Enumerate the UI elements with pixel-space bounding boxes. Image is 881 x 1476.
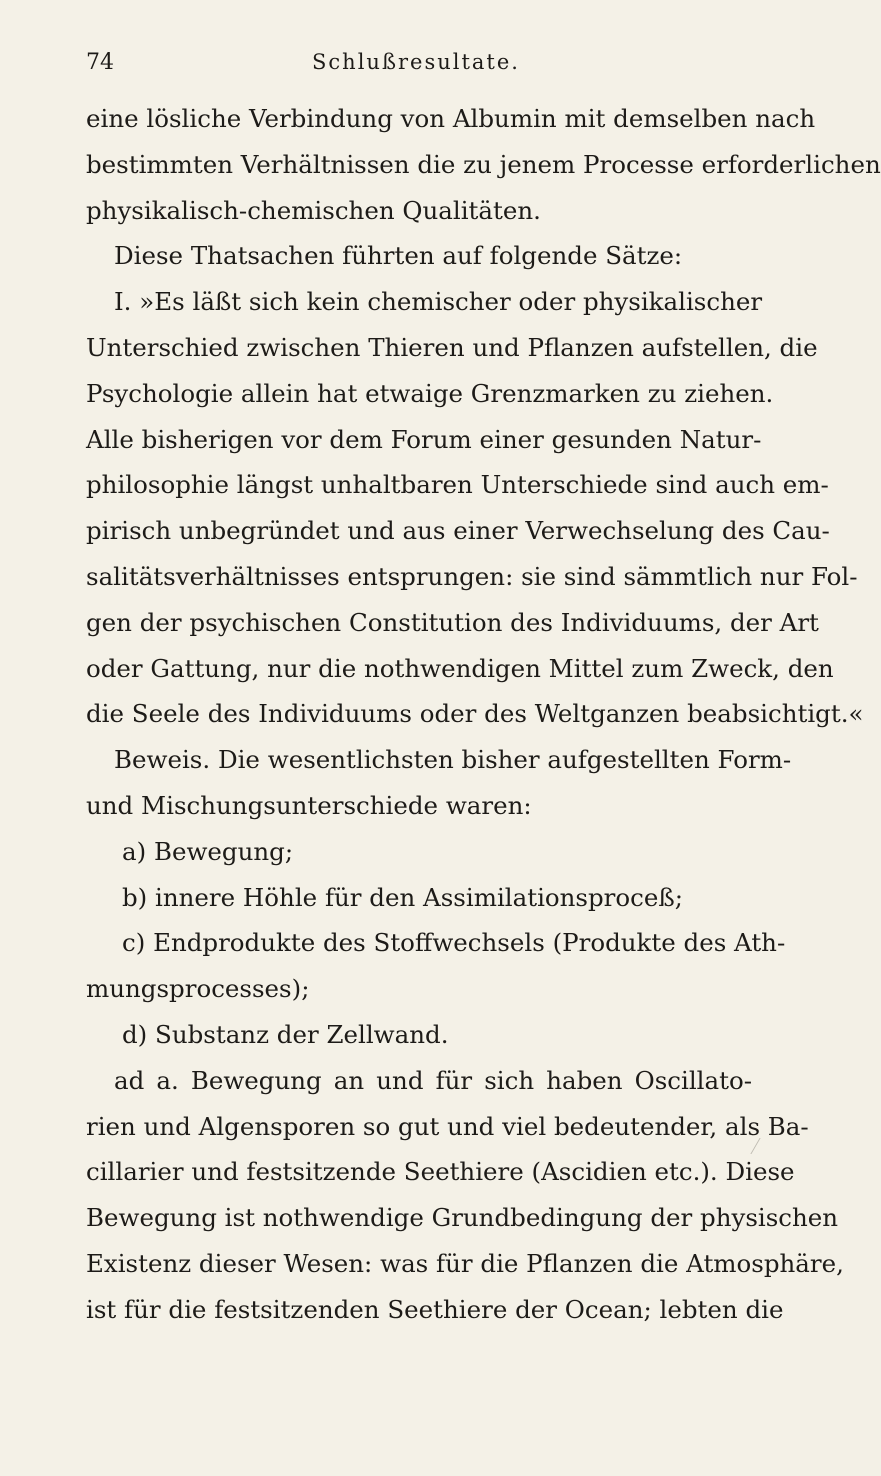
text-line: philosophie längst unhaltbaren Unterschiede sind auch em-	[86, 470, 829, 500]
text-line: cillarier und festsitzende Seethiere (Ascidien etc.). Diese	[86, 1157, 795, 1187]
page-header	[86, 50, 746, 78]
text-line: und Mischungsunterschiede waren:	[86, 790, 532, 820]
text-line: physikalisch-chemischen Qualitäten.	[86, 195, 541, 225]
text-line: Psychologie allein hat etwaige Grenzmarken zu ziehen.	[86, 378, 774, 408]
text-line: Unterschied zwischen Thieren und Pflanzen aufstellen, die	[86, 332, 818, 362]
page-number: 74	[86, 50, 114, 75]
text-line: eine lösliche Verbindung von Albumin mit demselben nach	[86, 104, 816, 133]
text-line: I. »Es läßt sich kein chemischer oder physikalischer	[114, 287, 763, 317]
text-line: die Seele des Individuums oder des Weltganzen beabsichtigt.«	[86, 699, 864, 729]
text-line: oder Gattung, nur die nothwendigen Mittel zum Zweck, den	[86, 653, 834, 683]
text-line: Diese Thatsachen führten auf folgende Sätze:	[114, 241, 683, 271]
text-line: mungsprocesses);	[86, 974, 310, 1004]
list-item: a) Bewegung;	[122, 836, 294, 866]
text-line: bestimmten Verhältnissen die zu jenem Processe erforderlichen	[86, 149, 881, 179]
running-head: Schlußresultate.	[312, 50, 520, 74]
list-item: d) Substanz der Zellwand.	[122, 1019, 449, 1049]
text-line: rien und Algensporen so gut und viel bedeutender, als Ba-	[86, 1111, 809, 1141]
text-line: Existenz dieser Wesen: was für die Pflanzen die Atmosphäre,	[86, 1248, 844, 1278]
list-item: b) innere Höhle für den Assimilationsproceß;	[122, 882, 683, 912]
text-line: pirisch unbegründet und aus einer Verwechselung des Cau-	[86, 516, 830, 546]
list-item: c) Endprodukte des Stoffwechsels (Produkte des Ath-	[122, 928, 786, 958]
text-line: salitätsverhältnisses entsprungen: sie sind sämmtlich nur Fol-	[86, 561, 858, 591]
body-text	[86, 96, 881, 1333]
text-line: ist für die festsitzenden Seethiere der Ocean; lebten die	[86, 1294, 784, 1324]
text-line: Beweis. Die wesentlichsten bisher aufgestellten Form-	[114, 745, 792, 775]
text-line: gen der psychischen Constitution des Individuums, der Art	[86, 607, 819, 637]
text-line: ad a. Bewegung an und für sich haben Oscillato-	[114, 1065, 752, 1095]
text-line: Bewegung ist nothwendige Grundbedingung der physischen	[86, 1203, 839, 1233]
text-line: Alle bisherigen vor dem Forum einer gesunden Natur-	[86, 424, 762, 454]
